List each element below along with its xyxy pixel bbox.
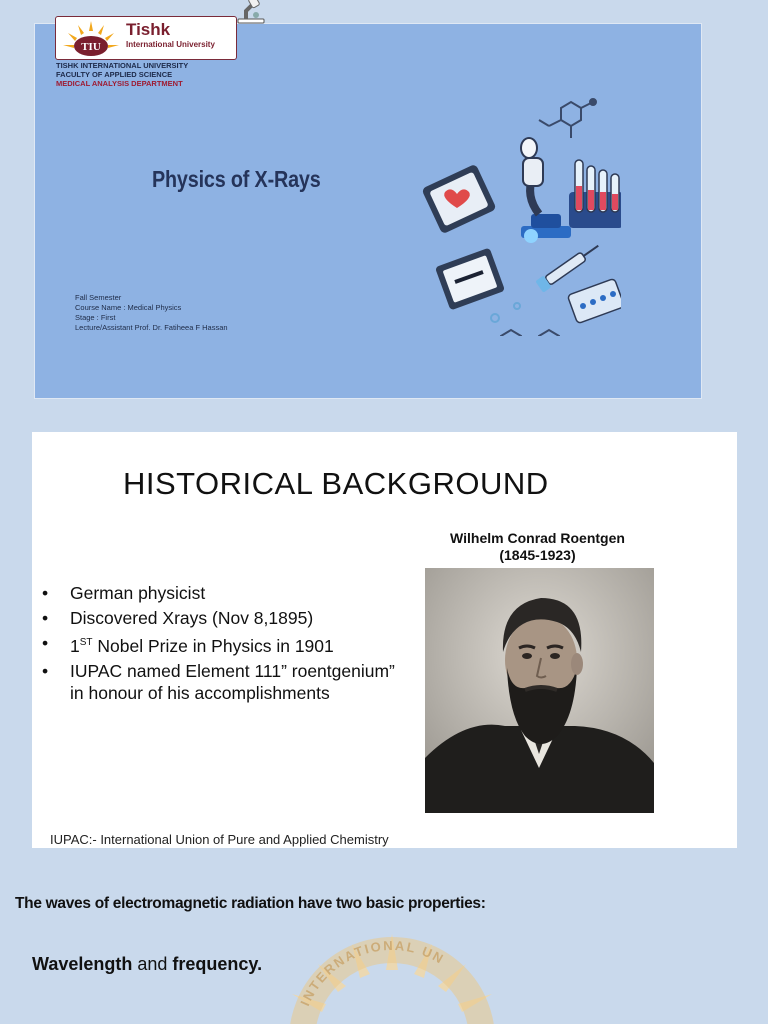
university-watermark-icon bbox=[262, 930, 522, 1024]
portrait-caption bbox=[425, 530, 650, 564]
connector-text: and bbox=[132, 954, 173, 974]
syringe-icon bbox=[535, 240, 602, 293]
molecule-icon bbox=[539, 99, 596, 138]
bullet-item bbox=[40, 632, 410, 657]
tablet-icon bbox=[421, 164, 497, 235]
portrait-years: (1845-1923) bbox=[499, 547, 576, 563]
historical-background-slide bbox=[32, 432, 737, 848]
term-wavelength: Wavelength bbox=[32, 954, 133, 974]
portrait-name: Wilhelm Conrad Roentgen bbox=[450, 530, 625, 546]
faculty-line: FACULTY OF APPLIED SCIENCE bbox=[56, 70, 173, 79]
institution-block bbox=[56, 61, 188, 88]
logo-subtitle: International University bbox=[126, 40, 215, 49]
microscope-icon bbox=[521, 138, 571, 243]
department-line: MEDICAL ANALYSIS DEPARTMENT bbox=[56, 79, 183, 88]
institution-line: TISHK INTERNATIONAL UNIVERSITY bbox=[56, 61, 189, 70]
bullet-text: 1 bbox=[70, 635, 80, 656]
university-logo bbox=[55, 16, 237, 60]
clipboard-icon bbox=[435, 247, 505, 310]
bullet-text: Nobel Prize in Physics in 1901 bbox=[92, 635, 334, 656]
test-tubes-icon bbox=[569, 160, 621, 228]
logo-wordmark: Tishk bbox=[126, 20, 171, 39]
bullet-item: • IUPAC named Element 111” roentgenium” in honour of his accomplishments bbox=[40, 660, 410, 704]
bottom-molecule-icon bbox=[465, 303, 580, 336]
svg-text:INTERNATIONAL UN: INTERNATIONAL UN bbox=[297, 937, 448, 1009]
sun-emblem-icon bbox=[60, 19, 122, 57]
lecturer-line: Lecture/Assistant Prof. Dr. Fatiheea F Hassan bbox=[75, 323, 228, 332]
pill-pack-icon bbox=[567, 278, 621, 323]
bullet-list bbox=[40, 582, 410, 707]
roentgen-portrait bbox=[425, 568, 654, 813]
stage-line: Stage : First bbox=[75, 313, 116, 322]
properties-line bbox=[32, 954, 262, 975]
slide-title: Physics of X-Rays bbox=[152, 166, 321, 192]
slide-title: HISTORICAL BACKGROUND bbox=[123, 466, 549, 501]
svg-text:TIU: TIU bbox=[81, 41, 101, 53]
title-slide bbox=[34, 20, 702, 399]
microscope-icon bbox=[234, 0, 268, 25]
course-info bbox=[75, 293, 228, 333]
lab-equipment-illustration bbox=[421, 96, 621, 336]
superscript: ST bbox=[79, 637, 93, 648]
semester-line: Fall Semester bbox=[75, 293, 122, 302]
section-heading: The waves of electromagnetic radiation have two basic properties: bbox=[15, 895, 486, 912]
course-name-line: Course Name : Medical Physics bbox=[75, 303, 182, 312]
bullet-item: • German physicist bbox=[40, 582, 410, 604]
footnote: IUPAC:- International Union of Pure and Applied Chemistry bbox=[50, 832, 389, 847]
term-frequency: frequency. bbox=[172, 954, 263, 974]
bullet-item: • Discovered Xrays (Nov 8,1895) bbox=[40, 607, 410, 629]
